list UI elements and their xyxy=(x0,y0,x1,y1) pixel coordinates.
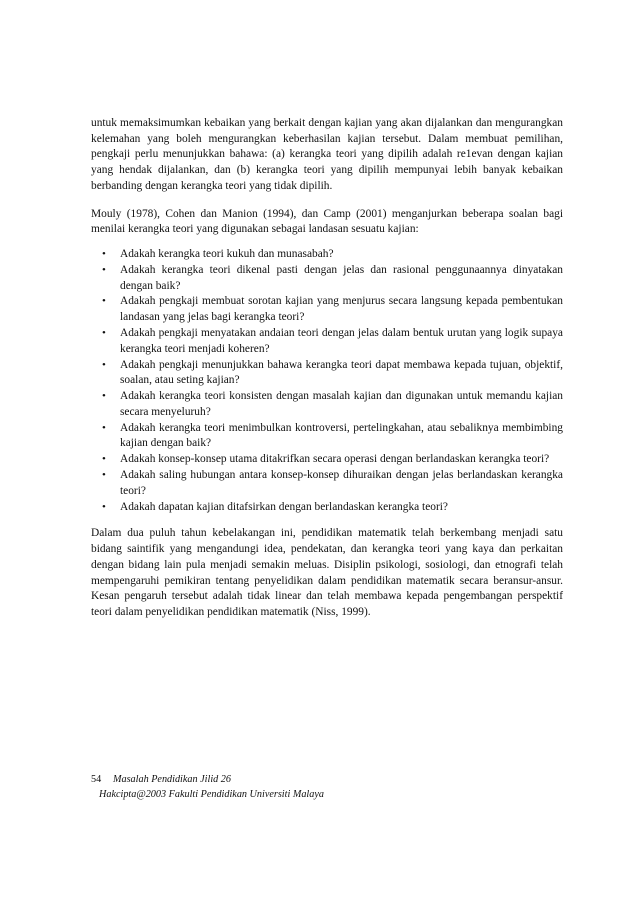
question-text: Adakah dapatan kajian ditafsirkan dengan berlandaskan kerangka teori? xyxy=(120,500,448,513)
journal-title: Masalah Pendidikan Jilid 26 xyxy=(113,774,231,785)
page-number: 54 xyxy=(91,774,102,785)
page-footer xyxy=(91,773,324,802)
list-item xyxy=(91,389,563,421)
question-text: Adakah pengkaji membuat sorotan kajian yang menjurus secara langsung kepada pembentukan landasan yang jelas bagi kerangka teori? xyxy=(120,295,563,324)
page-body xyxy=(91,116,563,621)
bullet-icon: • xyxy=(102,326,106,339)
question-text: Adakah kerangka teori kukuh dan munasabah? xyxy=(120,247,334,260)
list-item xyxy=(91,500,563,516)
list-item xyxy=(91,326,563,358)
list-item xyxy=(91,452,563,468)
bullet-icon: • xyxy=(102,500,106,513)
paragraph-conclusion: Dalam dua puluh tahun kebelakangan ini, pendidikan matematik telah berkembang menjadi satu bidang saintifik yang mengandungi idea, pendekatan, dan kerangka teori yang kaya dan perkaitan dengan bidang lain pula menjadi semakin meluas. Disiplin psikologi, sosiologi, dan etnografi telah mempengaruhi pemikiran tentang penyelidikan dalam pendidikan matematik secara beransur-ansur. Kesan pengaruh tersebut adalah tidak linear dan telah membawa kepada pengembangan perspektif teori dalam penyelidikan pendidikan matematik (Niss, 1999). xyxy=(91,527,563,618)
paragraph-intro-questions: Mouly (1978), Cohen dan Manion (1994), dan Camp (2001) menganjurkan beberapa soalan bagi menilai kerangka teori yang digunakan sebagai landasan sesuatu kajian: xyxy=(91,207,563,236)
list-item xyxy=(91,263,563,295)
bullet-icon: • xyxy=(102,469,106,482)
list-item xyxy=(91,421,563,453)
question-text: Adakah saling hubungan antara konsep-konsep dihuraikan dengan jelas berlandaskan kerangka teori? xyxy=(120,469,563,497)
question-text: Adakah kerangka teori dikenal pasti dengan jelas dan rasional penggunaannya dinyatakan dengan baik? xyxy=(120,263,563,292)
list-item xyxy=(91,294,563,326)
question-text: Adakah kerangka teori menimbulkan kontroversi, pertelingkahan, atau sebaliknya membimbing kajian dengan baik? xyxy=(120,421,563,450)
bullet-icon: • xyxy=(102,421,106,434)
bullet-icon: • xyxy=(102,453,106,466)
list-item xyxy=(91,358,563,390)
question-text: Adakah pengkaji menunjukkan bahawa kerangka teori dapat membawa kepada tujuan, objektif, soalan, atau seting kajian? xyxy=(120,358,563,387)
bullet-icon: • xyxy=(102,295,106,308)
question-list xyxy=(91,247,563,516)
list-item xyxy=(91,468,563,500)
bullet-icon: • xyxy=(102,358,106,371)
bullet-icon: • xyxy=(102,390,106,403)
footer-line-journal xyxy=(91,773,324,788)
list-item xyxy=(91,247,563,263)
copyright-notice: Hakcipta@2003 Fakulti Pendidikan Universiti Malaya xyxy=(99,788,324,800)
question-text: Adakah konsep-konsep utama ditakrifkan secara operasi dengan berlandaskan kerangka teori? xyxy=(120,453,550,466)
question-text: Adakah kerangka teori konsisten dengan masalah kajian dan digunakan untuk memandu kajian secara menyeluruh? xyxy=(120,390,563,418)
bullet-icon: • xyxy=(102,247,106,260)
question-text: Adakah pengkaji menyatakan andaian teori dengan jelas dalam bentuk urutan yang logik supaya kerangka teori menjadi koheren? xyxy=(120,326,563,355)
bullet-icon: • xyxy=(102,263,106,276)
paragraph-continuation: untuk memaksimumkan kebaikan yang berkait dengan kajian yang akan dijalankan dan mengurangkan kelemahan yang boleh mengurangkan keberhasilan kajian tersebut. Dalam membuat pemilihan, pengkaji perlu menunjukkan bahawa: (a) kerangka teori yang dipilih adalah re1evan dengan kajian yang hendak dijalankan, dan (b) kerangka teori yang dipilih mempunyai lebih banyak kebaikan berbanding dengan kerangka teori yang tidak dipilih. xyxy=(91,117,563,192)
